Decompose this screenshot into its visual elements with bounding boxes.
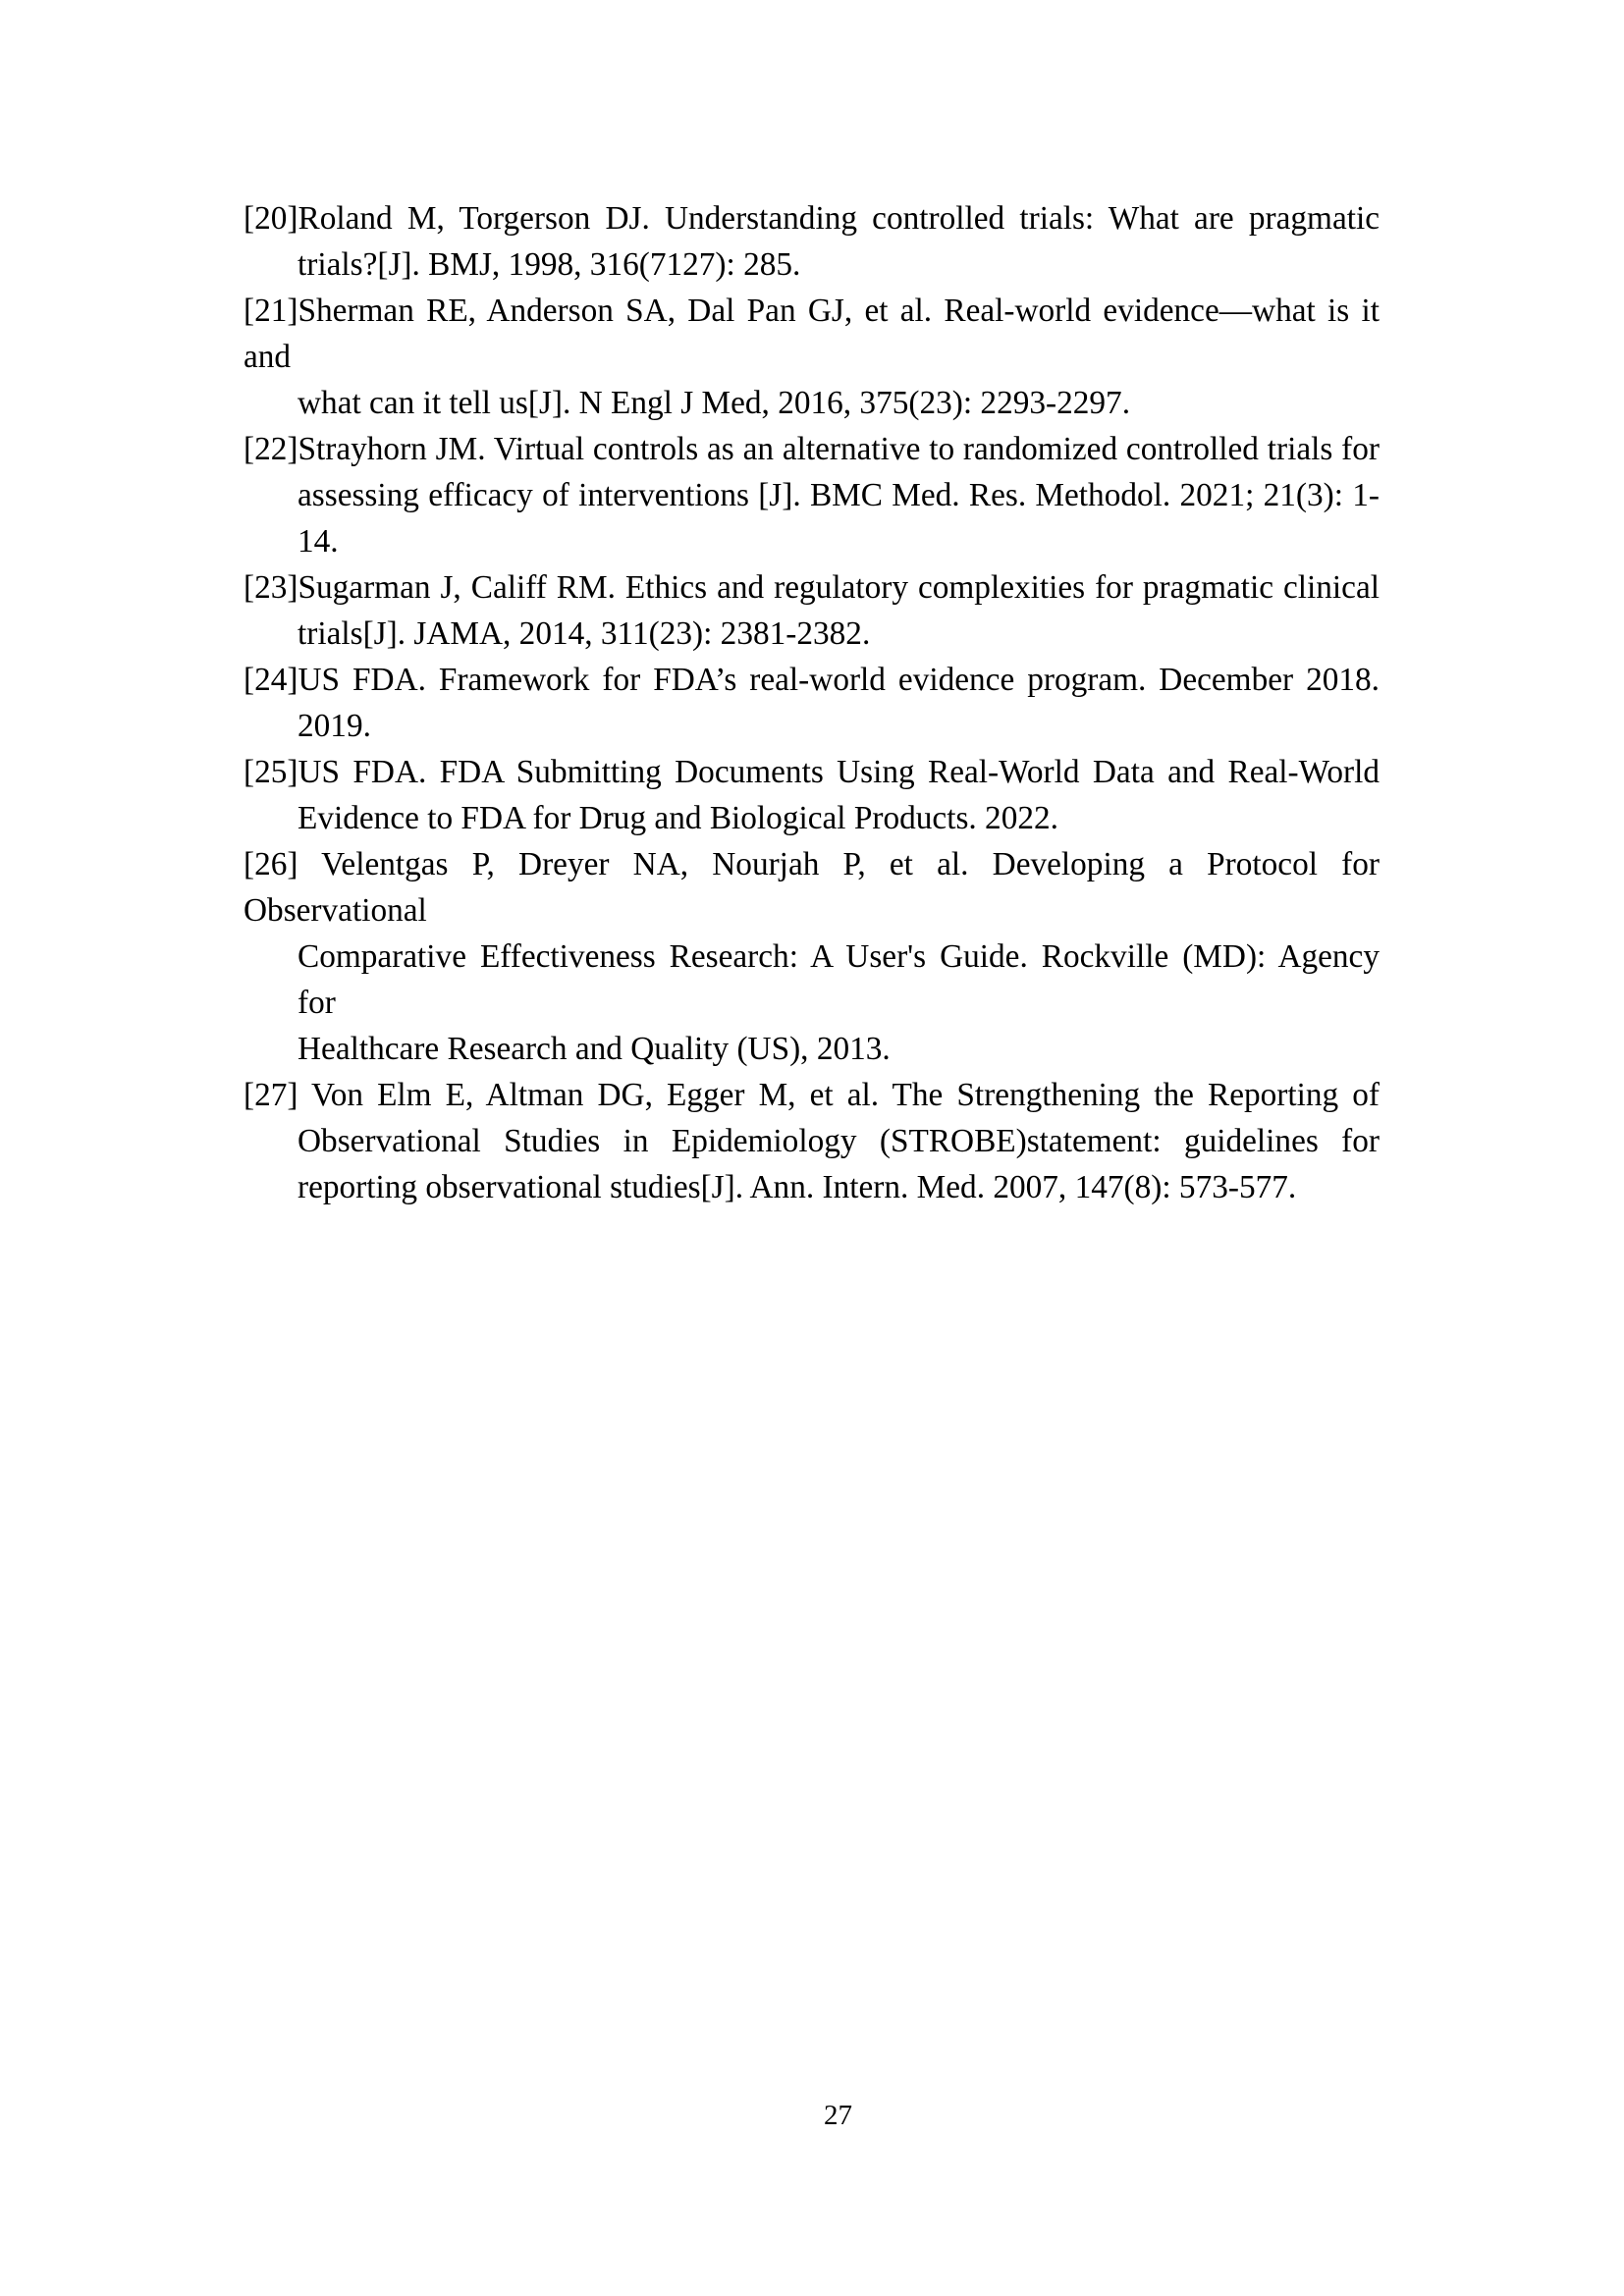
reference-line bbox=[244, 657, 1380, 703]
reference-text: US FDA. Framework for FDA’s real-world evidence program. December 2018. bbox=[298, 662, 1380, 698]
reference-text: Velentgas P, Dreyer NA, Nourjah P, et al. Developing a Protocol for Observational bbox=[244, 846, 1380, 929]
reference-line bbox=[244, 749, 1380, 795]
reference-item bbox=[244, 1072, 1380, 1210]
reference-line: Healthcare Research and Quality (US), 2013. bbox=[298, 1031, 891, 1067]
reference-label: [24] bbox=[244, 662, 298, 698]
references-list bbox=[244, 195, 1380, 1210]
reference-item bbox=[244, 564, 1380, 657]
reference-label: [27] bbox=[244, 1077, 311, 1113]
reference-label: [20] bbox=[244, 200, 298, 237]
reference-text: US FDA. FDA Submitting Documents Using Real-World Data and Real-World bbox=[298, 754, 1380, 790]
reference-line: assessing efficacy of interventions [J]. BMC Med. Res. Methodol. 2021; 21(3): 1- bbox=[298, 477, 1380, 513]
reference-label: [23] bbox=[244, 569, 298, 606]
reference-item bbox=[244, 749, 1380, 841]
reference-item bbox=[244, 195, 1380, 288]
reference-text: Sugarman J, Califf RM. Ethics and regulatory complexities for pragmatic clinical bbox=[298, 569, 1380, 606]
reference-label: [22] bbox=[244, 431, 298, 467]
reference-line: 2019. bbox=[298, 708, 371, 744]
reference-line bbox=[244, 841, 1380, 934]
reference-line: what can it tell us[J]. N Engl J Med, 2016, 375(23): 2293-2297. bbox=[298, 385, 1131, 421]
reference-item bbox=[244, 426, 1380, 564]
reference-line bbox=[244, 288, 1380, 380]
reference-line: trials?[J]. BMJ, 1998, 316(7127): 285. bbox=[298, 246, 801, 283]
reference-line: 14. bbox=[298, 523, 339, 560]
reference-line: Evidence to FDA for Drug and Biological Products. 2022. bbox=[298, 800, 1058, 836]
reference-line bbox=[244, 564, 1380, 611]
reference-line bbox=[244, 426, 1380, 472]
reference-line: reporting observational studies[J]. Ann. Intern. Med. 2007, 147(8): 573-577. bbox=[298, 1169, 1297, 1205]
reference-label: [25] bbox=[244, 754, 298, 790]
page-number: 27 bbox=[824, 2100, 852, 2131]
reference-line bbox=[244, 195, 1380, 241]
reference-text: Von Elm E, Altman DG, Egger M, et al. The Strengthening the Reporting of bbox=[310, 1077, 1380, 1113]
reference-text: Strayhorn JM. Virtual controls as an alternative to randomized controlled trials for bbox=[298, 431, 1380, 467]
reference-text: Roland M, Torgerson DJ. Understanding controlled trials: What are pragmatic bbox=[298, 200, 1380, 237]
reference-line: trials[J]. JAMA, 2014, 311(23): 2381-2382. bbox=[298, 615, 871, 652]
reference-label: [21] bbox=[244, 293, 298, 329]
reference-label: [26] bbox=[244, 846, 322, 882]
reference-line: Comparative Effectiveness Research: A User's Guide. Rockville (MD): Agency for bbox=[298, 938, 1380, 1021]
reference-item bbox=[244, 657, 1380, 749]
reference-line bbox=[244, 1072, 1380, 1118]
reference-item bbox=[244, 288, 1380, 426]
reference-line: Observational Studies in Epidemiology (STROBE)statement: guidelines for bbox=[298, 1123, 1380, 1159]
reference-item bbox=[244, 841, 1380, 1072]
reference-text: Sherman RE, Anderson SA, Dal Pan GJ, et al. Real-world evidence—what is it and bbox=[244, 293, 1380, 375]
